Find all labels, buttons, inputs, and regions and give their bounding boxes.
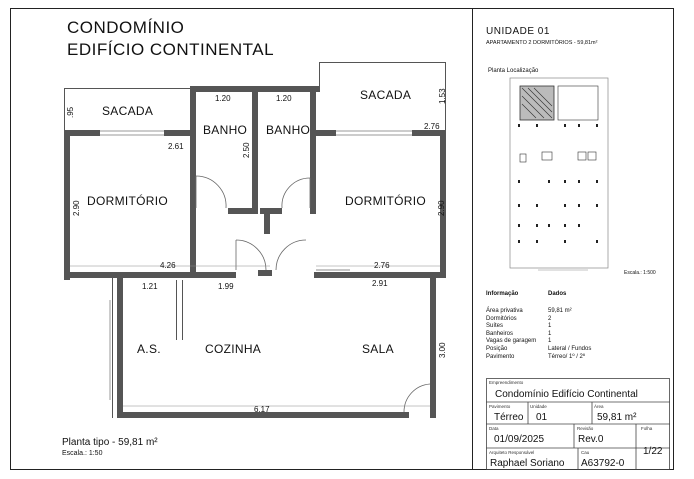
dim-121: 1.21: [142, 282, 158, 291]
dim-290b: 2.90: [437, 200, 446, 216]
info-header-value: Dados: [548, 291, 567, 297]
location-plan: [508, 76, 612, 276]
info-label: Dormitórios: [486, 315, 517, 322]
dim-153: 1.53: [438, 88, 447, 104]
plan-caption: Planta tipo - 59,81 m²: [62, 437, 158, 448]
info-row: [486, 316, 591, 324]
dim-261: 2.61: [168, 142, 184, 151]
location-scale: Escala.: 1:500: [624, 270, 656, 276]
info-label: Pavimento: [486, 353, 515, 360]
tb-folha-label: Folha: [641, 426, 653, 431]
tb-empreendimento: Condomínio Edifício Continental: [495, 389, 638, 400]
dim-199: 1.99: [218, 282, 234, 291]
tb-revisao: Rev.0: [578, 434, 604, 445]
info-label: Área privativa: [486, 308, 523, 314]
tb-data-label: Data: [489, 426, 499, 431]
tb-cau: A63792-0: [581, 458, 625, 469]
room-sala: SALA: [362, 342, 394, 356]
tb-arquiteto: Raphael Soriano: [490, 458, 565, 469]
sheet-divider: [472, 8, 473, 470]
room-dormitorio-left: DORMITÓRIO: [87, 194, 168, 208]
info-value: 2: [548, 315, 552, 322]
room-as: A.S.: [137, 342, 161, 356]
tb-revisao-label: Revisão: [577, 426, 594, 431]
info-value: 1: [548, 330, 552, 337]
dim-120a: 1.20: [215, 94, 231, 103]
info-table: [486, 308, 591, 361]
info-row: [486, 323, 591, 331]
info-label: Suítes: [486, 323, 504, 330]
info-label: Vagas de garagem: [486, 338, 537, 345]
dim-290a: 2.90: [72, 200, 81, 216]
info-value: Térreo/ 1º / 2º: [548, 353, 586, 360]
info-row: [486, 331, 591, 339]
plan-scale: Escala.: 1:50: [62, 450, 103, 457]
room-cozinha: COZINHA: [205, 342, 262, 356]
tb-pavimento-label: Pavimento: [489, 404, 511, 409]
tb-data: 01/09/2025: [494, 434, 545, 445]
location-plan-label: Planta Localização: [488, 68, 539, 74]
tb-area-label: Área: [594, 404, 604, 409]
info-row: [486, 308, 591, 316]
tb-cau-label: Cau: [581, 450, 590, 455]
unit-subtitle: APARTAMENTO 2 DORMITÓRIOS - 59,81m²: [486, 40, 598, 46]
info-row: [486, 346, 591, 354]
dim-250: 2.50: [242, 142, 251, 158]
info-label: Banheiros: [486, 330, 514, 337]
dim-426: 4.26: [160, 261, 176, 270]
tb-unidade-label: Unidade: [530, 404, 547, 409]
info-value: 59,81 m²: [548, 308, 572, 314]
dim-276a: 2.76: [424, 122, 440, 131]
tb-pavimento: Térreo: [494, 412, 524, 423]
info-value: 1: [548, 323, 552, 330]
unit-title: UNIDADE 01: [486, 26, 550, 37]
info-value: 1: [548, 338, 552, 345]
room-banho-left: BANHO: [203, 123, 248, 137]
tb-arquiteto-label: Arquiteto Responsável: [489, 450, 535, 455]
room-banho-right: BANHO: [266, 123, 311, 137]
info-label: Posição: [486, 345, 508, 352]
tb-empreendimento-label: Empreendimento: [489, 380, 524, 385]
dim-291: 2.91: [372, 279, 388, 288]
dim-300: 3.00: [438, 342, 447, 358]
dim-095: .95: [66, 106, 75, 118]
dim-617: 6.17: [254, 405, 270, 414]
dim-120b: 1.20: [276, 94, 292, 103]
info-row: [486, 338, 591, 346]
tb-unidade: 01: [536, 412, 548, 423]
room-dormitorio-right: DORMITÓRIO: [345, 194, 426, 208]
info-header-label: Informação: [486, 291, 519, 297]
tb-area: 59,81 m²: [597, 412, 637, 423]
room-sacada-left: SACADA: [102, 104, 154, 118]
project-title-line1: CONDOMÍNIO: [67, 18, 185, 37]
info-row: [486, 354, 591, 362]
project-title-line2: EDIFÍCIO CONTINENTAL: [67, 40, 275, 59]
info-value: Lateral / Fundos: [548, 345, 592, 352]
dim-276b: 2.76: [374, 261, 390, 270]
room-sacada-right: SACADA: [360, 88, 412, 102]
tb-folha: 1/22: [643, 446, 663, 457]
